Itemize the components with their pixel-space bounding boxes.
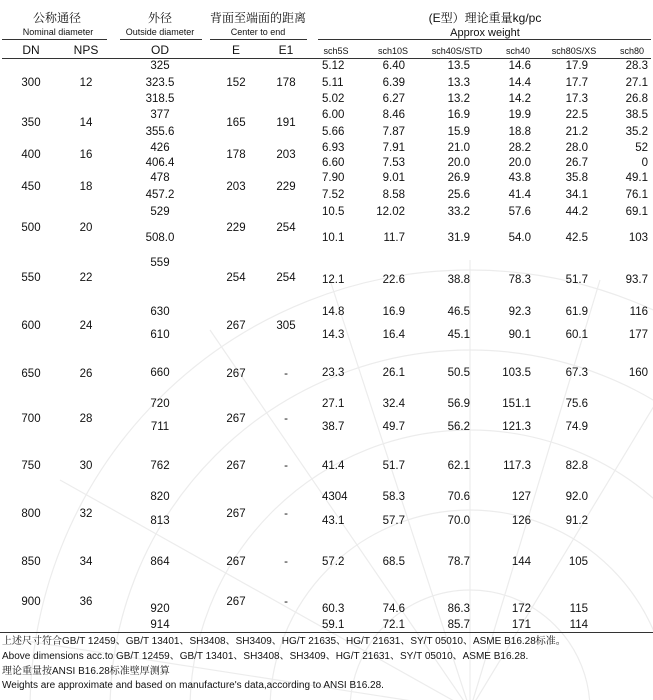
weight-cell: 69.1 (625, 206, 648, 218)
weight-cell: 28.3 (625, 60, 648, 72)
weight-cell: 70.6 (447, 491, 470, 503)
weight-cell: 13.3 (447, 77, 470, 89)
e1-cell: - (284, 508, 288, 520)
weight-cell: 25.6 (447, 189, 470, 201)
od-cell: 377 (150, 109, 170, 121)
weight-cell: 57.2 (322, 556, 345, 568)
nps-cell: 24 (79, 320, 93, 332)
od-cell: 914 (150, 619, 170, 631)
weight-cell: 49.7 (382, 421, 405, 433)
weight-cell: 6.93 (322, 142, 345, 154)
weight-cell: 127 (511, 491, 531, 503)
weight-cell: 19.9 (508, 109, 531, 121)
od-cell: 813 (150, 515, 170, 527)
od-cell: 426 (150, 142, 170, 154)
od-cell: 529 (150, 206, 170, 218)
weight-cell: 151.1 (502, 398, 531, 410)
weight-cell: 51.7 (382, 460, 405, 472)
weight-cell: 56.2 (447, 421, 470, 433)
weight-cell: 4304 (322, 491, 348, 503)
weight-cell: 93.7 (625, 274, 648, 286)
schedule-header: sch40 (505, 46, 531, 56)
od-cell: 820 (150, 491, 170, 503)
weight-cell: 43.1 (322, 515, 345, 527)
weight-cell: 6.39 (382, 77, 405, 89)
weight-cell: 172 (511, 603, 531, 615)
weight-cell: 90.1 (508, 329, 531, 341)
weight-cell: 72.1 (382, 619, 405, 631)
weight-cell: 78.3 (508, 274, 531, 286)
nps-cell: 16 (79, 149, 93, 161)
weight-cell: 7.91 (382, 142, 405, 154)
outside-diameter-en-header: Outside diameter (125, 27, 195, 37)
weight-cell: 126 (511, 515, 531, 527)
weight-cell: 16.9 (382, 306, 405, 318)
weight-cell: 26.9 (447, 172, 470, 184)
weight-cell: 42.5 (565, 232, 588, 244)
center-to-end-en-header: Center to end (230, 27, 286, 37)
e1-cell: 254 (276, 222, 296, 234)
weight-cell: 5.66 (322, 126, 345, 138)
weight-cell: 32.4 (382, 398, 405, 410)
nps-cell: 14 (79, 117, 93, 129)
e1-cell: 191 (276, 117, 296, 129)
weight-cell: 21.0 (447, 142, 470, 154)
weight-cell: 70.0 (447, 515, 470, 527)
weight-cell: 74.6 (382, 603, 405, 615)
weight-cell: 41.4 (322, 460, 345, 472)
od-cell: 318.5 (145, 93, 175, 105)
e1-cell: - (284, 413, 288, 425)
weight-cell: 7.87 (382, 126, 405, 138)
weight-cell: 171 (511, 619, 531, 631)
center-to-end-cn-header: 背面至端面的距离 (209, 11, 307, 25)
weight-cell: 41.4 (508, 189, 531, 201)
od-cell: 610 (150, 329, 170, 341)
od-header: OD (151, 43, 169, 57)
nps-cell: 28 (79, 413, 93, 425)
weight-cell: 58.3 (382, 491, 405, 503)
e-cell: 267 (226, 320, 246, 332)
weight-cell: 52 (635, 142, 648, 154)
od-header-underline (120, 39, 202, 40)
footnote-cn-standards: 上述尺寸符合GB/T 12459、GB/T 13401、SH3408、SH3409、HG/T 21635、HG/T 21631、SY/T 05010、ASME B16.28标准。 (2, 636, 566, 647)
nps-cell: 12 (79, 77, 93, 89)
weight-cell: 50.5 (447, 367, 470, 379)
dn-cell: 750 (21, 460, 41, 472)
weight-cell: 160 (628, 367, 648, 379)
weight-cell: 14.6 (508, 60, 531, 72)
weight-cell: 14.3 (322, 329, 345, 341)
weight-cell: 116 (629, 306, 648, 318)
weight-cell: 26.7 (565, 157, 588, 169)
dn-cell: 450 (21, 181, 41, 193)
e1-cell: 178 (276, 77, 296, 89)
e-cell: 229 (226, 222, 246, 234)
e-cell: 152 (226, 77, 246, 89)
od-cell: 559 (150, 257, 170, 269)
weight-cell: 11.7 (383, 232, 405, 244)
weight-cell: 59.1 (322, 619, 345, 631)
footnote-en-standards: Above dimensions acc.to GB/T 12459、GB/T 13401、SH3408、SH3409、HG/T 21631、SY/T 05010、ASME B16.28. (2, 651, 529, 662)
dn-cell: 800 (21, 508, 41, 520)
od-cell: 762 (150, 460, 170, 472)
e-cell: 267 (226, 413, 246, 425)
weight-cell: 6.00 (322, 109, 345, 121)
weight-cell: 68.5 (382, 556, 405, 568)
weight-cell: 17.3 (565, 93, 588, 105)
nominal-diameter-en-header: Nominal diameter (22, 27, 94, 37)
weight-cell: 14.2 (508, 93, 531, 105)
weight-cell: 15.9 (447, 126, 470, 138)
e1-cell: - (284, 460, 288, 472)
dn-cell: 850 (21, 556, 41, 568)
weight-cell: 62.1 (447, 460, 470, 472)
nominal-diameter-cn-header: 公称通径 (32, 11, 82, 25)
weight-cell: 177 (628, 329, 648, 341)
weight-cn-header: (E型）理论重量kg/pc (428, 11, 542, 25)
weight-cell: 21.2 (565, 126, 588, 138)
od-cell: 711 (150, 421, 170, 433)
weight-cell: 45.1 (447, 329, 470, 341)
weight-cell: 74.9 (565, 421, 588, 433)
od-cell: 457.2 (145, 189, 175, 201)
e1-cell: 254 (276, 272, 296, 284)
od-cell: 720 (150, 398, 170, 410)
weight-cell: 92.3 (508, 306, 531, 318)
nps-cell: 26 (79, 368, 93, 380)
dn-cell: 900 (21, 596, 41, 608)
e1-cell: 229 (276, 181, 296, 193)
weight-cell: 115 (569, 603, 588, 615)
weight-cell: 114 (569, 619, 588, 631)
od-cell: 660 (150, 367, 170, 379)
weight-cell: 22.5 (565, 109, 588, 121)
weight-cell: 38.7 (322, 421, 345, 433)
weight-cell: 7.90 (322, 172, 345, 184)
weight-cell: 57.6 (508, 206, 531, 218)
outside-diameter-cn-header: 外径 (147, 11, 173, 25)
e1-header: E1 (278, 43, 294, 57)
weight-cell: 26.8 (625, 93, 648, 105)
dn-cell: 300 (21, 77, 41, 89)
weight-cell: 103.5 (502, 367, 531, 379)
weight-cell: 67.3 (565, 367, 588, 379)
weight-cell: 61.9 (565, 306, 588, 318)
weight-cell: 12.02 (376, 206, 405, 218)
footnote-cn-weights: 理论重量按ANSI B16.28标准壁厚测算 (2, 666, 170, 677)
weight-cell: 51.7 (565, 274, 588, 286)
weight-cell: 121.3 (502, 421, 531, 433)
od-cell: 355.6 (145, 126, 175, 138)
weight-cell: 43.8 (508, 172, 531, 184)
e-cell: 203 (226, 181, 246, 193)
nps-cell: 18 (79, 181, 93, 193)
weight-cell: 16.4 (382, 329, 405, 341)
schedule-header: sch40S/STD (431, 46, 483, 56)
dn-cell: 650 (21, 368, 41, 380)
weight-cell: 10.1 (322, 232, 345, 244)
weight-cell: 12.1 (322, 274, 345, 286)
nps-cell: 36 (79, 596, 93, 608)
schedule-header: sch10S (377, 46, 409, 56)
od-cell: 478 (150, 172, 170, 184)
weight-cell: 34.1 (565, 189, 588, 201)
nps-cell: 34 (79, 556, 93, 568)
nominal-header-underline (2, 39, 107, 40)
weight-cell: 49.1 (625, 172, 648, 184)
weight-cell: 6.27 (382, 93, 405, 105)
nps-cell: 22 (79, 272, 93, 284)
weight-cell: 17.7 (565, 77, 588, 89)
weight-cell: 22.6 (382, 274, 405, 286)
od-cell: 406.4 (145, 157, 175, 169)
e1-cell: - (284, 556, 288, 568)
nps-cell: 30 (79, 460, 93, 472)
weight-cell: 6.60 (322, 157, 345, 169)
weight-cell: 56.9 (447, 398, 470, 410)
weight-cell: 14.4 (508, 77, 531, 89)
weight-cell: 7.53 (382, 157, 405, 169)
dn-cell: 700 (21, 413, 41, 425)
e-cell: 254 (226, 272, 246, 284)
dn-header: DN (22, 43, 40, 57)
weight-cell: 38.5 (625, 109, 648, 121)
weight-cell: 14.8 (322, 306, 345, 318)
nps-header: NPS (73, 43, 99, 57)
weight-cell: 86.3 (447, 603, 470, 615)
weight-en-header: Approx weight (450, 27, 520, 39)
schedule-header: sch5S (323, 46, 349, 56)
weight-cell: 46.5 (447, 306, 470, 318)
weight-cell: 75.6 (565, 398, 588, 410)
weight-cell: 27.1 (322, 398, 345, 410)
e-cell: 267 (226, 508, 246, 520)
weight-cell: 91.2 (565, 515, 588, 527)
weight-cell: 27.1 (625, 77, 648, 89)
nps-cell: 20 (79, 222, 93, 234)
weight-cell: 20.0 (447, 157, 470, 169)
weight-cell: 105 (568, 556, 588, 568)
weight-cell: 8.58 (382, 189, 405, 201)
weight-cell: 103 (628, 232, 648, 244)
weight-cell: 18.8 (508, 126, 531, 138)
e-cell: 267 (226, 556, 246, 568)
weight-cell: 82.8 (565, 460, 588, 472)
weight-cell: 31.9 (447, 232, 470, 244)
od-cell: 920 (150, 603, 170, 615)
od-cell: 630 (150, 306, 170, 318)
weight-cell: 117.3 (503, 460, 531, 472)
weight-cell: 33.2 (447, 206, 470, 218)
cte-header-underline (210, 39, 307, 40)
dn-cell: 350 (21, 117, 41, 129)
weight-cell: 16.9 (447, 109, 470, 121)
weight-cell: 54.0 (508, 232, 531, 244)
weight-cell: 17.9 (565, 60, 588, 72)
weight-cell: 5.11 (322, 77, 344, 89)
weight-cell: 57.7 (382, 515, 405, 527)
weight-cell: 35.2 (625, 126, 648, 138)
weight-cell: 76.1 (625, 189, 648, 201)
weight-cell: 13.2 (447, 93, 470, 105)
weight-cell: 7.52 (322, 189, 345, 201)
schedule-header: sch80 (619, 46, 645, 56)
weight-cell: 38.8 (447, 274, 470, 286)
e-cell: 165 (226, 117, 246, 129)
weight-cell: 28.2 (508, 142, 531, 154)
e1-cell: 305 (276, 320, 296, 332)
e-cell: 267 (226, 596, 246, 608)
e-header: E (231, 43, 241, 57)
e-cell: 267 (226, 368, 246, 380)
dn-cell: 500 (21, 222, 41, 234)
dn-cell: 400 (21, 149, 41, 161)
weight-cell: 92.0 (565, 491, 588, 503)
weight-cell: 20.0 (508, 157, 531, 169)
weight-cell: 26.1 (382, 367, 405, 379)
weight-cell: 6.40 (382, 60, 405, 72)
e1-cell: 203 (276, 149, 296, 161)
weight-cell: 28.0 (565, 142, 588, 154)
od-cell: 323.5 (145, 77, 175, 89)
weight-cell: 144 (511, 556, 531, 568)
od-cell: 325 (150, 60, 170, 72)
weight-cell: 78.7 (447, 556, 470, 568)
weight-cell: 5.12 (322, 60, 345, 72)
weight-cell: 44.2 (565, 206, 588, 218)
weight-cell: 60.3 (322, 603, 345, 615)
weight-cell: 8.46 (382, 109, 405, 121)
weight-cell: 0 (641, 157, 648, 169)
nps-cell: 32 (79, 508, 93, 520)
dn-cell: 600 (21, 320, 41, 332)
weight-cell: 23.3 (322, 367, 345, 379)
weight-cell: 35.8 (565, 172, 588, 184)
weight-cell: 13.5 (447, 60, 470, 72)
table-bottom-rule (0, 632, 653, 633)
e-cell: 178 (226, 149, 246, 161)
e1-cell: - (284, 368, 288, 380)
e1-cell: - (284, 596, 288, 608)
dn-cell: 550 (21, 272, 41, 284)
schedule-header: sch80S/XS (551, 46, 597, 56)
weight-cell: 85.7 (447, 619, 470, 631)
e-cell: 267 (226, 460, 246, 472)
footnote-en-weights: Weights are approximate and based on manufacture's data,according to ANSI B16.28. (2, 680, 384, 691)
weight-header-underline (318, 39, 651, 40)
od-cell: 864 (150, 556, 170, 568)
od-cell: 508.0 (145, 232, 175, 244)
weight-cell: 10.5 (322, 206, 345, 218)
weight-cell: 60.1 (565, 329, 588, 341)
weight-cell: 9.01 (382, 172, 405, 184)
header-bottom-rule (2, 58, 651, 59)
weight-cell: 5.02 (322, 93, 345, 105)
